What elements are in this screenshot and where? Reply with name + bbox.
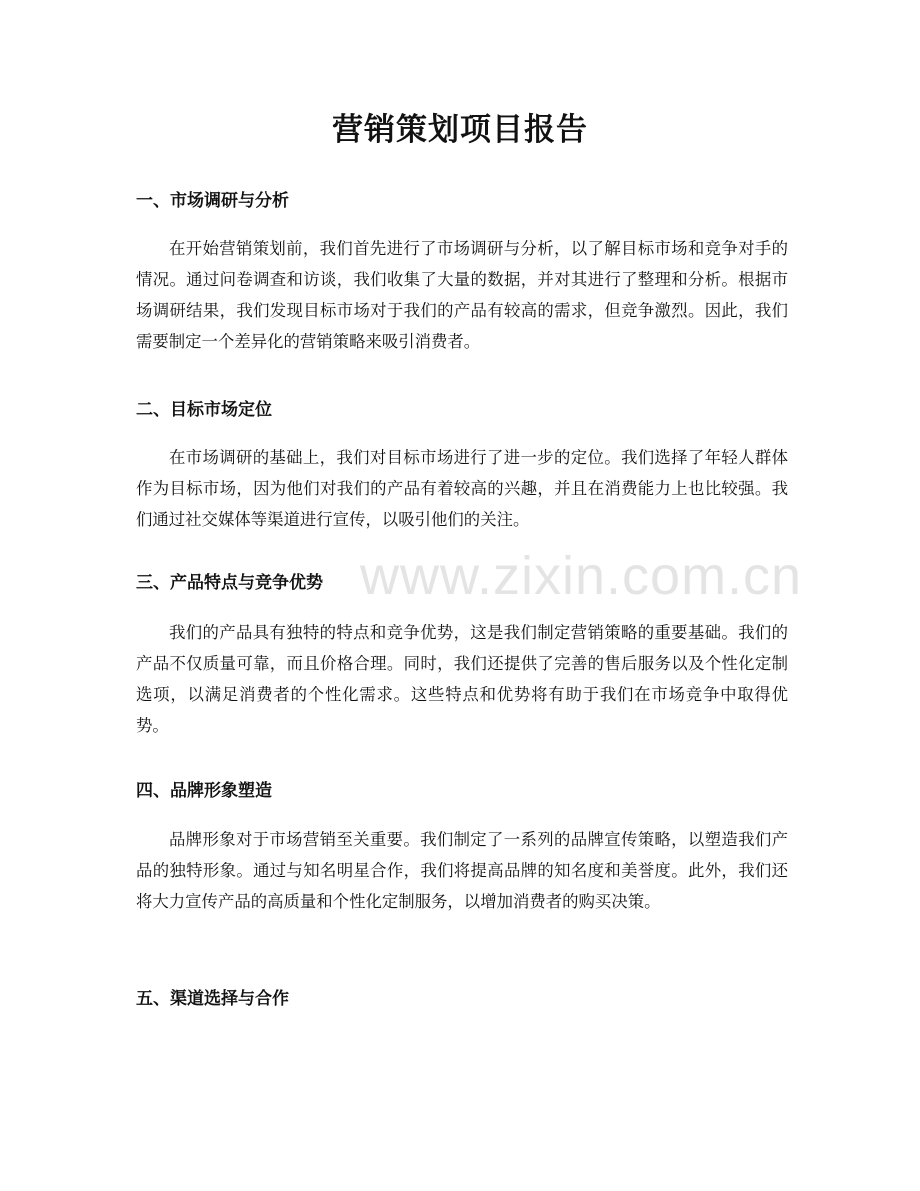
section-heading-5: 五、渠道选择与合作 bbox=[136, 989, 289, 1009]
section-body-4: 品牌形象对于市场营销至关重要。我们制定了一系列的品牌宣传策略，以塑造我们产品的独特形象。通过与知名明星合作，我们将提高品牌的知名度和美誉度。此外，我们还将大力宣传产品的高质量和个性化定制服务，以增加消费者的购买决策。 bbox=[136, 830, 788, 911]
section-heading-2: 二、目标市场定位 bbox=[136, 400, 272, 420]
section-body-1: 在开始营销策划前，我们首先进行了市场调研与分析，以了解目标市场和竞争对手的情况。通过问卷调查和访谈，我们收集了大量的数据，并对其进行了整理和分析。根据市场调研结果，我们发现目标市场对于我们的产品有较高的需求，但竞争激烈。因此，我们需要制定一个差异化的营销策略来吸引消费者。 bbox=[136, 239, 788, 351]
section-heading-1: 一、市场调研与分析 bbox=[136, 191, 289, 211]
section-heading-4: 四、品牌形象塑造 bbox=[136, 781, 272, 801]
watermark: www.zixin.com.cn bbox=[360, 546, 803, 606]
section-heading-3: 三、产品特点与竞争优势 bbox=[136, 573, 323, 593]
section-body-3: 我们的产品具有独特的特点和竞争优势，这是我们制定营销策略的重要基础。我们的产品不仅质量可靠，而且价格合理。同时，我们还提供了完善的售后服务以及个性化定制选项，以满足消费者的个性化需求。这些特点和优势将有助于我们在市场竞争中取得优势。 bbox=[136, 623, 788, 735]
page-title: 营销策划项目报告 bbox=[332, 112, 588, 148]
section-body-2: 在市场调研的基础上，我们对目标市场进行了进一步的定位。我们选择了年轻人群体作为目标市场，因为他们对我们的产品有着较高的兴趣，并且在消费能力上也比较强。我们通过社交媒体等渠道进行宣传，以吸引他们的关注。 bbox=[136, 448, 788, 529]
